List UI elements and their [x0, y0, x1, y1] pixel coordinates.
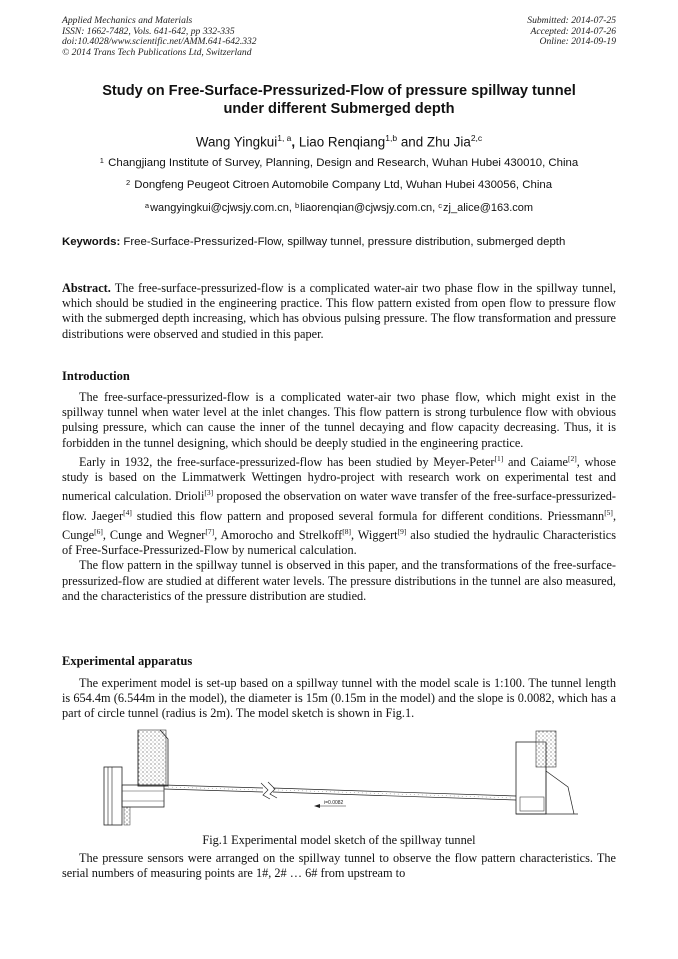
- ref-7[interactable]: [7]: [205, 526, 215, 536]
- ref-4[interactable]: [4]: [123, 507, 132, 517]
- intro-p2-text: , Cunge: [62, 508, 617, 542]
- intro-p2-text: , Wiggert: [350, 528, 398, 542]
- slope-label: i=0.0082: [324, 800, 344, 806]
- tunnel-top-1: [164, 785, 263, 788]
- experimental-paragraph-2: [62, 851, 616, 881]
- author-2-affil: 1,b: [385, 133, 398, 143]
- keywords-label: Keywords:: [62, 236, 121, 248]
- outlet-box: [520, 797, 544, 811]
- abstract: [62, 281, 616, 342]
- intro-heading: Introduction: [62, 369, 130, 383]
- ref-1[interactable]: [1]: [494, 453, 504, 463]
- intro-p2-text: Early in 1932, the free-surface-pressurized-flow has been studied by Meyer-Peter: [79, 454, 495, 469]
- email-c-marker: c: [438, 201, 443, 210]
- author-3-affil: 2,c: [470, 133, 483, 143]
- email-a[interactable]: wangyingkui@cjwsjy.com.cn,: [150, 202, 292, 214]
- dates-header: [527, 16, 616, 48]
- intake-tower: [104, 767, 122, 825]
- ref-3[interactable]: [3]: [204, 488, 214, 498]
- intro-p2-text: also studied the hydraulic Characteristics of Free-Surface-Pressurized-Flow by numerical calculation.: [62, 528, 616, 558]
- accepted-date: Accepted: 2014-07-26: [530, 25, 616, 37]
- experimental-text-1: The experiment model is set-up based on a spillway tunnel with the model scale is 1:100. The tunnel length is 654.4m (6.544m in the model), the diameter is 15m (0.15m in the model) and the slope is 0.0082, which has a part of circle tunnel (radius is 2m). The model sketch is shown in Fig.1.: [62, 676, 616, 721]
- abstract-label: Abstract.: [62, 281, 111, 295]
- author-1-affil: 1, a: [277, 133, 292, 143]
- affiliation-1-text: Changjiang Institute of Survey, Planning, Design and Research, Wuhan Hubei 430010, China: [108, 157, 579, 169]
- email-b[interactable]: liaorenqian@cjwsjy.com.cn,: [300, 202, 436, 214]
- author-3: Zhu Jia: [426, 134, 471, 150]
- outlet-structure: [516, 731, 578, 814]
- copyright: © 2014 Trans Tech Publications Ltd, Switzerland: [62, 46, 252, 58]
- title-line-1: Study on Free-Surface-Pressurized-Flow of pressure spillway tunnel: [102, 83, 576, 99]
- intro-p2-text: , whose study is based on the Limmatwerk Wettingen hydro-project with research work on experimental test and numerical calculation. Drioli: [62, 454, 617, 504]
- affiliation-2: [62, 178, 616, 192]
- intro-p2-text: , Amorocho and Strelkoff: [214, 528, 343, 542]
- title-line-2: under different Submerged depth: [223, 101, 455, 117]
- ref-6[interactable]: [6]: [94, 526, 103, 536]
- tunnel-top-2: [273, 788, 516, 796]
- issn: ISSN: 1662-7482, Vols. 641-642, pp 332-335: [62, 25, 235, 37]
- intro-p2-text: proposed the observation on water wave transfer of the free-surface-pressurized-flow. Jaeger: [62, 489, 617, 523]
- break-mark: [261, 783, 270, 799]
- journal-header: [62, 16, 257, 58]
- doi[interactable]: doi:10.4028/www.scientific.net/AMM.641-642.332: [62, 36, 257, 48]
- tunnel: [164, 782, 516, 808]
- keywords-text: Free-Surface-Pressurized-Flow, spillway tunnel, pressure distribution, submerged depth: [123, 236, 566, 248]
- paper-title: [62, 82, 616, 118]
- figure-caption: Fig.1 Experimental model sketch of the spillway tunnel: [202, 833, 476, 847]
- email-a-marker: a: [144, 201, 150, 210]
- affiliation-1-marker: 1: [99, 156, 104, 165]
- ref-2[interactable]: [2]: [568, 453, 577, 463]
- ref-8[interactable]: [8]: [342, 526, 351, 536]
- tunnel-centre: [278, 790, 513, 798]
- email-b-marker: b: [294, 201, 300, 210]
- base-block: [124, 807, 130, 825]
- tunnel-bottom-2: [273, 792, 516, 800]
- submitted-date: Submitted: 2014-07-25: [527, 15, 616, 26]
- slope-arrowhead: [314, 804, 320, 808]
- intro-section: [62, 390, 616, 604]
- affiliation-2-marker: 2: [125, 178, 131, 187]
- inlet-fill: [138, 730, 166, 786]
- experimental-paragraph-1: [62, 676, 616, 722]
- intro-p2-text: , Cunge and Wegner: [102, 528, 206, 542]
- abstract-text: The free-surface-pressurized-flow is a complicated water-air two phase flow in the spillway tunnel, which should be studied in the engineering practice. This flow pattern existed from open flow to pressure flow with the submerged depth increasing, which has obvious pulsing pressure. The flow transformation and pressure distributions were observed and studied in this paper.: [62, 281, 616, 341]
- experimental-text-2: The pressure sensors were arranged on the spillway tunnel to observe the flow pattern characteristics. The serial numbers of measuring points are 1#, 2# … 6# from upstream to: [62, 851, 616, 881]
- intro-paragraph-1: The free-surface-pressurized-flow is a complicated water-air two phase flow, which might exist in the spillway tunnel when water level at the inlet changes. This flow pattern is strong turbulence flow with obvious pulsing pressure, which can cause the inner of the tunnel decaying and flow capacity decreasing. Thus, it is forbidden in the tunnel designing, which should be deeply studied in the engineering practice.: [62, 390, 616, 450]
- gate-chamber: [122, 785, 164, 807]
- break-mark: [268, 782, 277, 798]
- journal-name: Applied Mechanics and Materials: [62, 15, 193, 26]
- email-list: [62, 201, 616, 215]
- intro-p2-text: and Caiame: [503, 454, 569, 469]
- email-c[interactable]: zj_alice@163.com: [443, 202, 534, 214]
- online-date: Online: 2014-09-19: [539, 36, 616, 48]
- author-and: and: [400, 134, 424, 150]
- author-1: Wang Yingkui: [195, 134, 278, 150]
- author-2: Liao Renqiang: [298, 134, 386, 150]
- affiliation-1: [62, 156, 616, 170]
- experimental-heading: Experimental apparatus: [62, 654, 193, 668]
- outlet-fill: [536, 731, 556, 767]
- affiliation-2-text: Dongfeng Peugeot Citroen Automobile Company Ltd, Wuhan Hubei 430056, China: [134, 179, 553, 191]
- author-list: Wang Yingkui$^{1, a}$, Liao Renqiang$^{1,b}$ and Zhu Jia$^{2,c}$: [195, 133, 483, 150]
- ref-5[interactable]: [5]: [604, 507, 613, 517]
- inlet-structure: [104, 730, 168, 825]
- model-sketch-figure: [98, 727, 613, 827]
- ref-9[interactable]: [9]: [397, 526, 407, 536]
- intro-paragraph-3: The flow pattern in the spillway tunnel is observed in this paper, and the transformations of the free-surface-pressurized-flow are studied at different water levels. The pressure distributions in the tunnel are also measured, and the characteristics of the pressure distribution are studied.: [62, 558, 616, 603]
- keywords: [62, 236, 616, 250]
- intro-paragraph-2: [62, 451, 616, 559]
- outlet-slope: [546, 771, 574, 814]
- intro-p2-text: studied this flow pattern and proposed several formula for different conditions. Priessmann: [131, 508, 605, 523]
